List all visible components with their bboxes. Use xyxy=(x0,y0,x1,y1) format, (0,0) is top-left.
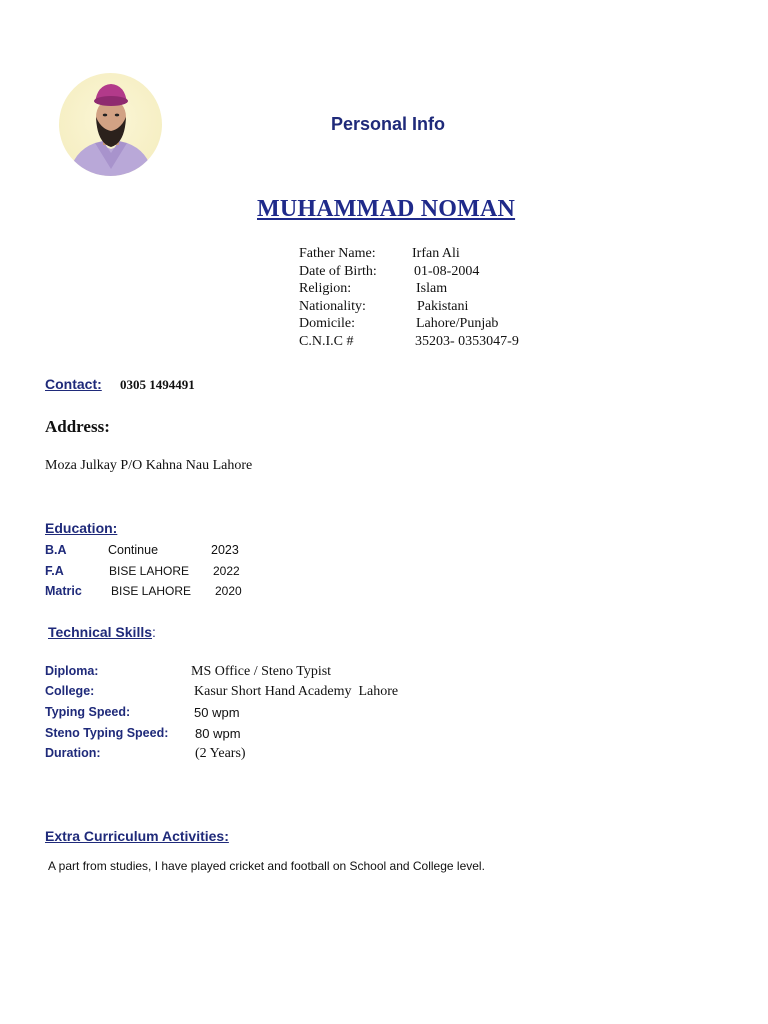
education-year: 2022 xyxy=(213,564,240,578)
skill-key: Steno Typing Speed: xyxy=(45,726,169,740)
skill-key: College: xyxy=(45,684,95,698)
address-label: Address: xyxy=(45,417,110,436)
info-value: Pakistani xyxy=(417,299,469,314)
education-degree: Matric xyxy=(45,584,82,598)
address-value: Moza Julkay P/O Kahna Nau Lahore xyxy=(45,458,253,473)
info-value: Lahore/Punjab xyxy=(416,316,499,331)
info-label: Father Name: xyxy=(299,246,376,261)
info-label: Religion: xyxy=(299,281,352,296)
technical-skills-heading xyxy=(48,624,156,642)
info-label: Nationality: xyxy=(299,299,366,314)
extra-curriculum-label: Extra Curriculum Activities: xyxy=(45,828,229,844)
info-value: Irfan Ali xyxy=(412,246,460,261)
skill-value: MS Office / Steno Typist xyxy=(191,664,332,679)
skill-key: Typing Speed: xyxy=(45,705,131,719)
education-institution: BISE LAHORE xyxy=(111,584,192,598)
technical-skills-label: Technical Skills xyxy=(48,624,153,640)
education-institution: BISE LAHORE xyxy=(109,564,190,578)
info-value: 01-08-2004 xyxy=(414,264,480,279)
info-value: 35203- 0353047-9 xyxy=(415,334,519,349)
contact-phone: 0305 1494491 xyxy=(120,377,195,392)
education-year: 2020 xyxy=(215,584,242,598)
education-label: Education: xyxy=(45,520,118,536)
info-value: Islam xyxy=(416,281,448,296)
education-degree: F.A xyxy=(45,564,64,578)
info-label: C.N.I.C # xyxy=(299,334,354,349)
technical-skills-colon: : xyxy=(152,624,156,640)
skill-key: Duration: xyxy=(45,746,101,760)
skill-key: Diploma: xyxy=(45,664,99,678)
skill-value: 80 wpm xyxy=(195,726,241,741)
profile-photo xyxy=(59,73,162,176)
education-degree: B.A xyxy=(45,543,67,557)
education-year: 2023 xyxy=(211,543,239,557)
skill-value: 50 wpm xyxy=(194,705,240,720)
extra-curriculum-text: A part from studies, I have played cricket and football on School and College level. xyxy=(48,859,485,873)
contact-label: Contact: xyxy=(45,376,102,392)
info-label: Date of Birth: xyxy=(299,264,377,279)
page-title: Personal Info xyxy=(331,114,446,134)
skill-value: (2 Years) xyxy=(195,746,246,761)
education-institution: Continue xyxy=(108,543,159,557)
info-label: Domicile: xyxy=(299,316,355,331)
skill-value: Kasur Short Hand Academy Lahore xyxy=(194,684,399,699)
candidate-name: MUHAMMAD NOMAN xyxy=(257,196,516,222)
